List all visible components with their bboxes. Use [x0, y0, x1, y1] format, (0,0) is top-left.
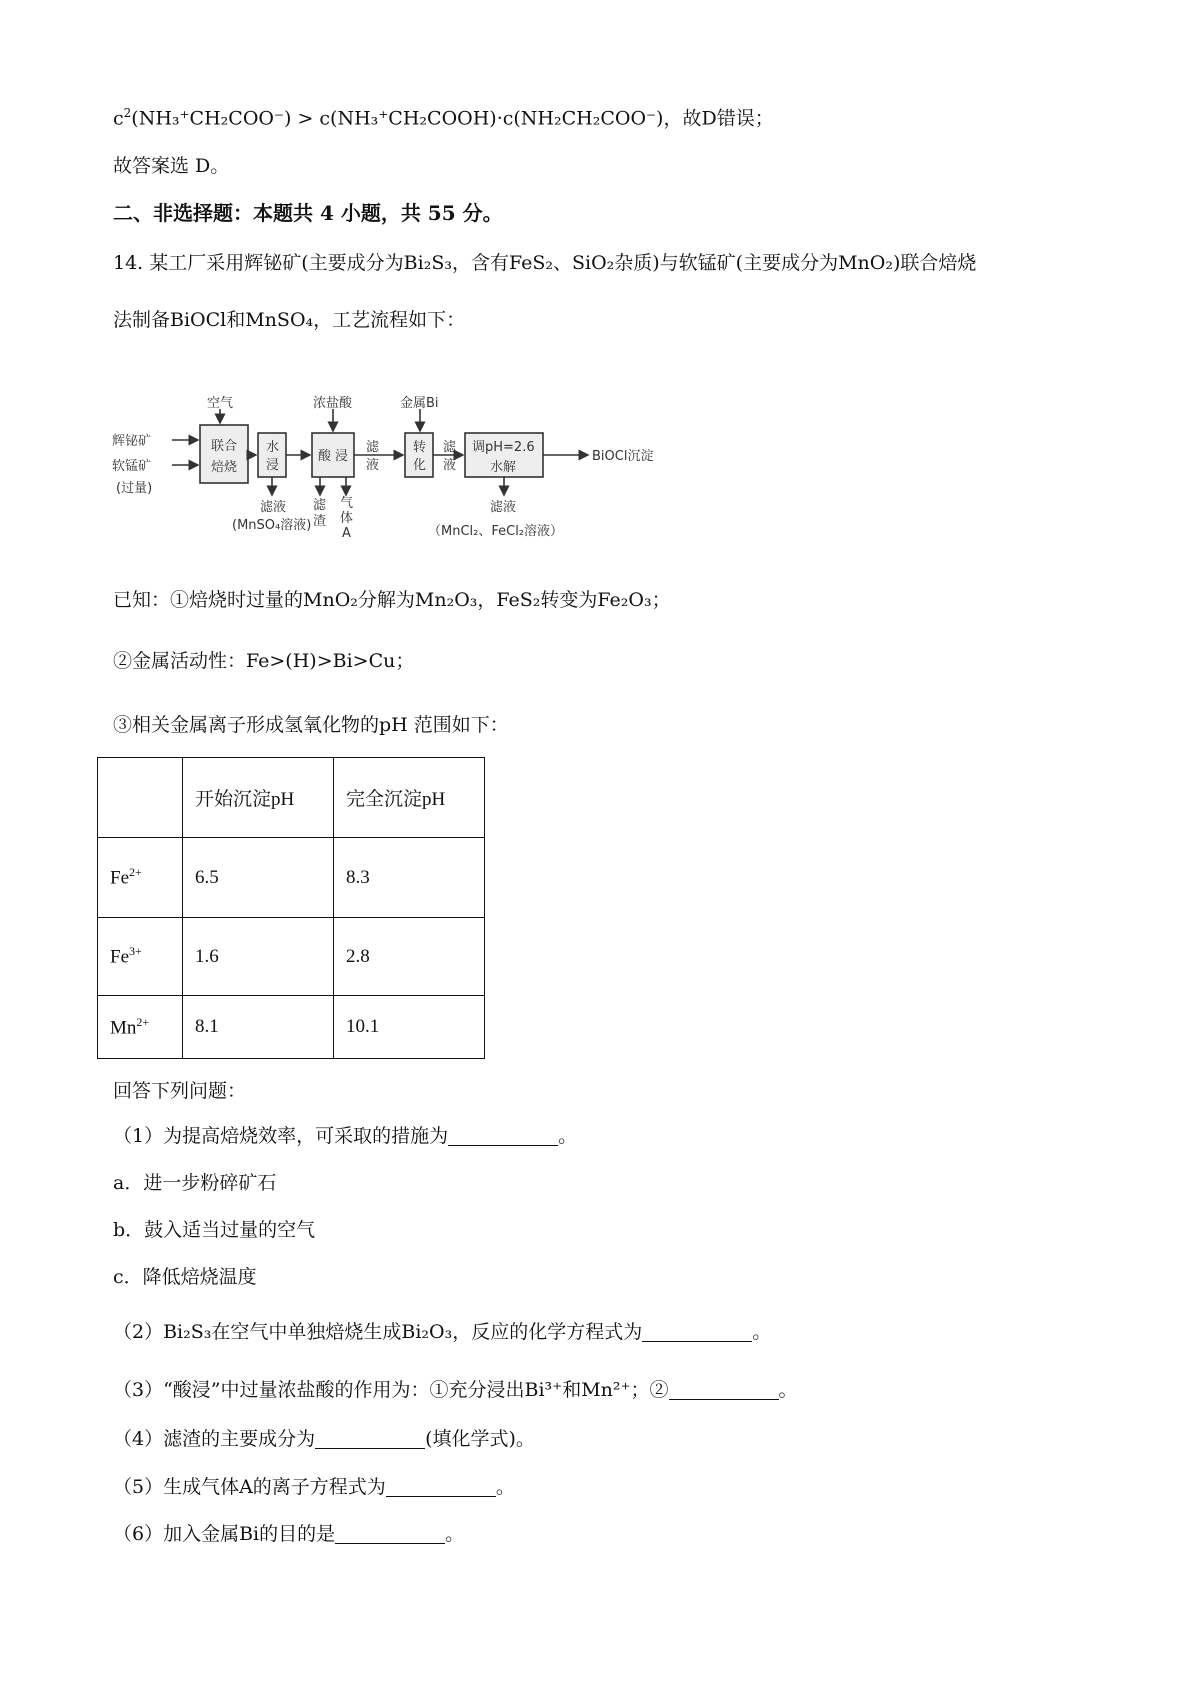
flow-water-2: 浸 [266, 458, 280, 473]
flow-out-filtrate: 滤液 [260, 500, 287, 515]
flow-out-gas-1: 气 [340, 496, 354, 511]
table-end-ph: 8.3 [334, 838, 485, 918]
flow-water-1: 水 [266, 440, 280, 455]
table-end-ph: 2.8 [334, 918, 485, 996]
table-header-row [98, 758, 485, 838]
flow-input-pyrolusite: 软锰矿 [112, 459, 152, 474]
flow-conc-hcl: 浓盐酸 [313, 396, 353, 411]
table-ion: $Fe^{3+}$ [98, 918, 183, 996]
flow-roast-1: 联合 [211, 439, 238, 454]
process-flow-diagram [110, 395, 710, 560]
eq-c: c [113, 107, 124, 130]
flow-filtrate2-1: 滤 [443, 440, 457, 455]
flow-out-filtrate2: 滤液 [490, 500, 517, 515]
table-end-ph: 10.1 [334, 996, 485, 1059]
option-a: a．进一步粉碎矿石 [113, 1172, 277, 1194]
answer-blank [386, 1476, 496, 1497]
flow-hydrolysis: 水解 [490, 460, 517, 475]
option-b: b．鼓入适当过量的空气 [113, 1219, 316, 1241]
table-start-ph: 8.1 [183, 996, 334, 1059]
flow-out-residue-1: 滤 [313, 498, 327, 513]
question-2: （2）Bi₂S₃在空气中单独焙烧生成Bi₂O₃，反应的化学方程式为 。 [113, 1321, 772, 1343]
table-header-start: 开始沉淀pH [183, 758, 334, 838]
option-c: c．降低焙烧温度 [113, 1266, 257, 1288]
answer-blank [335, 1523, 445, 1544]
question-1: （1）为提高焙烧效率，可采取的措施为 。 [113, 1125, 578, 1147]
known-1: 已知：①焙烧时过量的MnO₂分解为Mn₂O₃，FeS₂转变为Fe₂O₃； [113, 589, 671, 611]
flow-product: BiOCl沉淀 [592, 449, 654, 464]
known-2: ②金属活动性：Fe>(H)>Bi>Cu； [113, 650, 415, 672]
questions-intro: 回答下列问题： [113, 1080, 247, 1102]
flow-out-mncl2: （MnCl₂、FeCl₂溶液） [428, 524, 564, 539]
table-row [98, 996, 485, 1059]
table-ion: $Fe^{2+}$ [98, 838, 183, 918]
table-row [98, 838, 485, 918]
flow-filtrate1-1: 滤 [366, 440, 380, 455]
answer-blank [448, 1125, 558, 1146]
answer-blank [315, 1428, 425, 1449]
table-row [98, 918, 485, 996]
table-start-ph: 6.5 [183, 838, 334, 918]
known-3: ③相关金属离子形成氢氧化物的pH 范围如下： [113, 714, 509, 736]
flow-filtrate1-2: 液 [366, 458, 380, 473]
flow-metal-bi: 金属Bi [400, 396, 439, 411]
table-header-end: 完全沉淀pH [334, 758, 485, 838]
table-ion: $Mn^{2+}$ [98, 996, 183, 1059]
eq-rest: NH₃⁺CH₂COO⁻) > c(NH₃⁺CH₂COOH)·c(NH₂CH₂COO⁻)，故D错误； [138, 107, 774, 130]
equation-line: $c^2(NH_3^+CH_2COO^-)$ > c(NH₃⁺CH₂COOH)·c(NH₂CH₂COO⁻)，故D错误； [113, 106, 774, 130]
question-6: （6）加入金属Bi的目的是 。 [113, 1523, 465, 1545]
flow-out-residue-2: 渣 [313, 514, 327, 529]
flow-convert-2: 化 [413, 458, 427, 473]
question-3: （3）“酸浸”中过量浓盐酸的作用为：①充分浸出Bi³⁺和Mn²⁺；② 。 [113, 1379, 798, 1401]
flow-acid-2: 浸 [335, 449, 349, 464]
flow-acid-1: 酸 [318, 449, 332, 464]
flow-convert-1: 转 [413, 440, 427, 455]
flow-out-mnso4: (MnSO₄溶液) [232, 518, 312, 533]
flow-out-gas-3: A [342, 526, 351, 541]
answer-blank [669, 1379, 779, 1400]
flow-air: 空气 [207, 396, 234, 411]
table-start-ph: 1.6 [183, 918, 334, 996]
flow-roast-2: 焙烧 [211, 460, 238, 475]
flow-filtrate2-2: 液 [443, 458, 457, 473]
table-header-empty [98, 758, 183, 838]
flow-adjust-ph: 调pH=2.6 [472, 440, 535, 455]
section-heading: 二、非选择题：本题共 4 小题，共 55 分。 [113, 201, 503, 225]
flow-input-excess: (过量) [116, 481, 153, 496]
flow-out-gas-2: 体 [340, 511, 354, 526]
question-4: （4）滤渣的主要成分为 (填化学式)。 [113, 1428, 535, 1450]
question-14-stem-cont: 法制备BiOCl和MnSO₄，工艺流程如下： [113, 309, 466, 331]
answer-blank [642, 1321, 752, 1342]
ph-range-table [97, 757, 485, 1059]
question-14-stem: 14. 某工厂采用辉铋矿(主要成分为Bi₂S₃，含有FeS₂、SiO₂杂质)与软锰矿(主要成分为MnO₂)联合焙烧 [113, 252, 977, 274]
flow-input-bismuthinite: 辉铋矿 [112, 434, 152, 449]
answer-line: 故答案选 D。 [113, 155, 230, 177]
question-5: （5）生成气体A的离子方程式为 。 [113, 1476, 515, 1498]
